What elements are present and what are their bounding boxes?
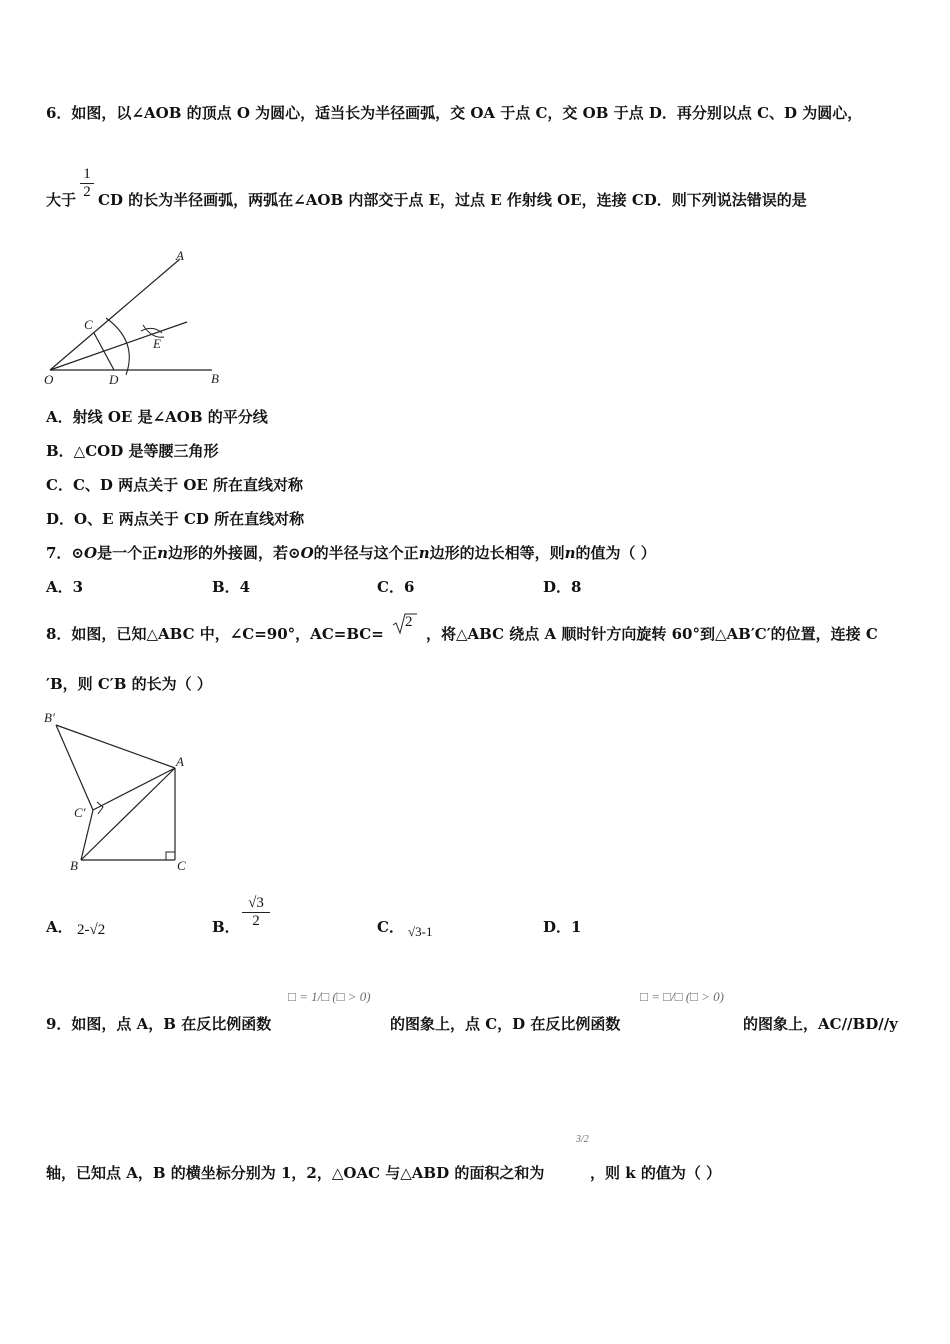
q9-stem-part1: 9．如图，点 A，B 在反比例函数 — [46, 1015, 272, 1033]
q7-text-2: 是一个正 — [97, 544, 158, 562]
q7-option-a: A．3 — [46, 578, 84, 596]
fraction-denominator: 2 — [242, 912, 270, 930]
q6-option-c: C．C、D 两点关于 OE 所在直线对称 — [46, 476, 304, 494]
label-a: A — [176, 754, 184, 769]
q6-option-d: D．O、E 两点关于 CD 所在直线对称 — [46, 510, 305, 528]
q8-stem-line1b: ，将△ABC 绕点 A 顺时针方向旋转 60°到△AB′C′的位置，连接 C — [426, 625, 878, 643]
q7-option-d: D．8 — [543, 578, 582, 596]
segment-cp-a — [93, 768, 175, 810]
q6-option-b: B．△COD 是等腰三角形 — [46, 442, 219, 460]
segment-bp-a — [56, 725, 175, 768]
q7-var-o: O — [84, 544, 98, 562]
q7-text-6: 的值为（ ） — [575, 544, 656, 562]
ray-oa — [50, 259, 180, 370]
label-e: E — [153, 336, 161, 351]
q8-option-a-value: 2-√2 — [77, 922, 106, 938]
label-b: B — [70, 858, 78, 873]
q6-half-fraction — [80, 166, 94, 201]
q7-text-1: 7．⊙ — [46, 544, 85, 562]
q9-formula-1: □ = 1/□ (□ > 0) — [288, 989, 371, 1004]
q7-text-4: 的半径与这个正 — [313, 544, 419, 562]
q7-var-o-2: O — [300, 544, 314, 562]
q9-stem-line2a: 轴，已知点 A，B 的横坐标分别为 1，2，△OAC 与△ABD 的面积之和为 — [46, 1164, 545, 1182]
label-o: O — [44, 372, 54, 387]
q8-option-a-label: A． — [46, 918, 73, 936]
q7-option-c: C．6 — [377, 578, 415, 596]
q9-stem-part2: 的图象上，点 C，D 在反比例函数 — [390, 1015, 621, 1033]
q9-area-formula: 3/2 — [576, 1134, 589, 1145]
q8-triangle-figure — [40, 708, 210, 878]
q8-option-b-fraction — [242, 895, 270, 930]
right-angle-mark-c — [166, 852, 175, 860]
q8-stem-line2: ′B，则 C′B 的长为（ ） — [46, 675, 212, 693]
q7-option-b: B．4 — [212, 578, 251, 596]
q7-var-n-3: n — [564, 544, 576, 562]
q9-stem-line2b: ，则 k 的值为（ ） — [590, 1164, 722, 1182]
fraction-denominator: 2 — [80, 183, 94, 201]
q9-stem-part3: 的图象上，AC//BD//y — [743, 1015, 898, 1033]
segment-b-a — [81, 768, 175, 860]
segment-cd — [94, 333, 114, 370]
q6-stem-line1: 6．如图，以∠AOB 的顶点 O 为圆心，适当长为半径画弧，交 OA 于点 C，交 OB 于点 D．再分别以点 C、D 为圆心， — [46, 104, 863, 122]
q6-stem-line2-rest: CD 的长为半径画弧，两弧在∠AOB 内部交于点 E，过点 E 作射线 OE，连接 CD．则下列说法错误的是 — [98, 191, 807, 209]
label-b: B — [211, 371, 219, 386]
q8-option-c-label: C． — [377, 918, 404, 936]
fraction-numerator: 1 — [83, 166, 91, 182]
q9-formula-2: □ = □/□ (□ > 0) — [640, 989, 724, 1004]
q8-option-b-label: B． — [212, 918, 240, 936]
q8-option-c-value: √3-1 — [408, 924, 433, 939]
q7-text-3: 边形的外接圆，若⊙ — [168, 544, 301, 562]
fraction-numerator: √3 — [248, 895, 264, 911]
q6-stem-line2-prefix: 大于 — [46, 191, 77, 209]
q8-stem-line1a: 8．如图，已知△ABC 中，∠C=90°，AC=BC= — [46, 625, 384, 643]
q6-option-a: A．射线 OE 是∠AOB 的平分线 — [46, 408, 268, 426]
label-c: C — [84, 317, 93, 332]
label-b-prime: B′ — [44, 710, 55, 725]
q8-sqrt-radicand: 2 — [405, 614, 413, 630]
label-c: C — [177, 858, 186, 873]
q7-stem — [46, 544, 656, 562]
label-d: D — [109, 372, 119, 387]
q6-angle-figure — [40, 245, 240, 390]
q7-var-n-2: n — [418, 544, 430, 562]
q7-text-5: 边形的边长相等，则 — [429, 544, 565, 562]
label-a: A — [176, 248, 184, 263]
q7-var-n: n — [157, 544, 169, 562]
label-c-prime: C′ — [74, 805, 86, 820]
segment-bp-cp — [56, 725, 93, 810]
q8-option-d: D．1 — [543, 918, 582, 936]
